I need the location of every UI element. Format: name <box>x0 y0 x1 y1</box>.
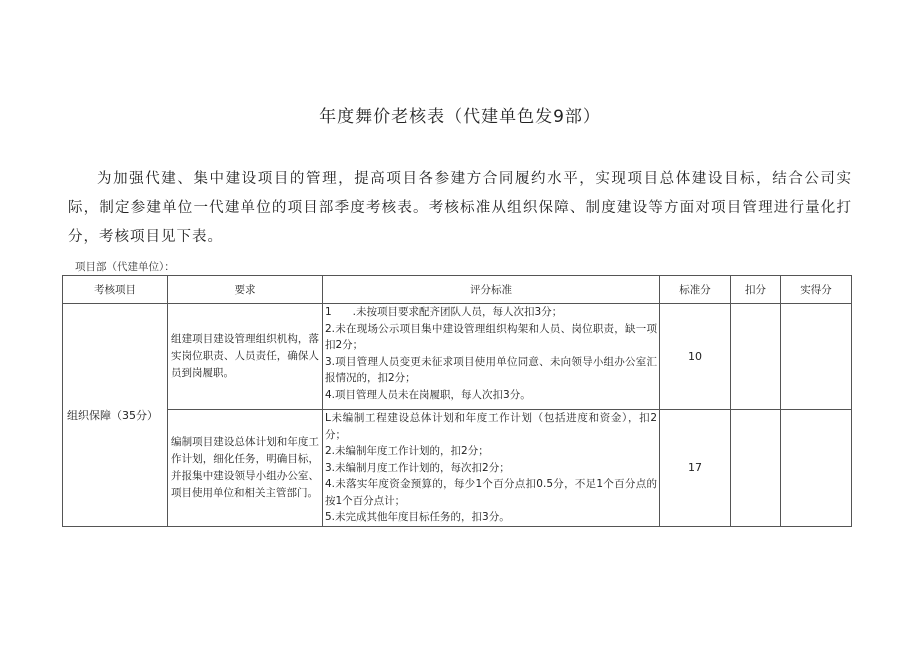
table-row <box>63 304 852 410</box>
standard-score-cell: 10 <box>660 304 731 410</box>
header-item: 考核项目 <box>63 276 168 304</box>
requirement-cell: 编制项目建设总体计划和年度工作计划，细化任务，明确目标，并报集中建设领导小组办公室、项目使用单位和相关主管部门。 <box>168 410 323 527</box>
page-title: 年度舞价老核表（代建单色发9部） <box>319 107 601 127</box>
actual-score-cell <box>781 410 852 527</box>
category-cell: 组织保障（35分） <box>63 304 168 527</box>
dept-label: 项目部（代建单位）： <box>75 261 175 273</box>
criteria-line: 4.项目管理人员未在岗履职，每人次扣3分。 <box>325 388 531 401</box>
header-deduction: 扣分 <box>731 276 781 304</box>
criteria-line: 3.未编制月度工作计划的，每次扣2分； <box>325 461 510 474</box>
header-actual-score: 实得分 <box>781 276 852 304</box>
criteria-line: 1 .未按项目要求配齐团队人员，每人次扣3分； <box>325 306 563 318</box>
criteria-line: 2.未编制年度工作计划的，扣2分； <box>325 445 489 457</box>
header-standard-score: 标准分 <box>660 276 731 304</box>
table-row <box>63 410 852 527</box>
intro-paragraph: 为加强代建、集中建设项目的管理，提高项目各参建方合同履约水平，实现项目总体建设目标，结合公司实际，制定参建单位一代建单位的项目部季度考核表。考核标准从组织保障、制度建设等方面对项目管理进行量化打分，考核项目见下表。 <box>68 171 852 245</box>
assessment-table <box>62 275 852 527</box>
standard-score-cell: 17 <box>660 410 731 527</box>
criteria-line: 5.未完成其他年度目标任务的，扣3分。 <box>325 511 510 523</box>
requirement-cell: 组建项目建设管理组织机构，落实岗位职责、人员责任，确保人员到岗履职。 <box>168 304 323 410</box>
criteria-line: 3.项目管理人员变更未征求项目使用单位同意、未向领导小组办公室汇报情况的，扣2分； <box>325 355 657 384</box>
deduction-cell <box>731 410 781 527</box>
criteria-line: 2.未在现场公示项目集中建设管理组织构架和人员、岗位职责，缺一项扣2分； <box>325 322 657 351</box>
criteria-line: L未编制工程建设总体计划和年度工作计划（包括进度和资金），扣2分； <box>325 412 657 441</box>
header-requirement: 要求 <box>168 276 323 304</box>
actual-score-cell <box>781 304 852 410</box>
deduction-cell <box>731 304 781 410</box>
table-header-row <box>63 276 852 304</box>
criteria-cell <box>323 410 660 527</box>
header-criteria: 评分标准 <box>323 276 660 304</box>
criteria-line: 4.未落实年度资金预算的，每少1个百分点扣0.5分，不足1个百分点的按1个百分点计； <box>325 478 657 507</box>
criteria-cell <box>323 304 660 410</box>
